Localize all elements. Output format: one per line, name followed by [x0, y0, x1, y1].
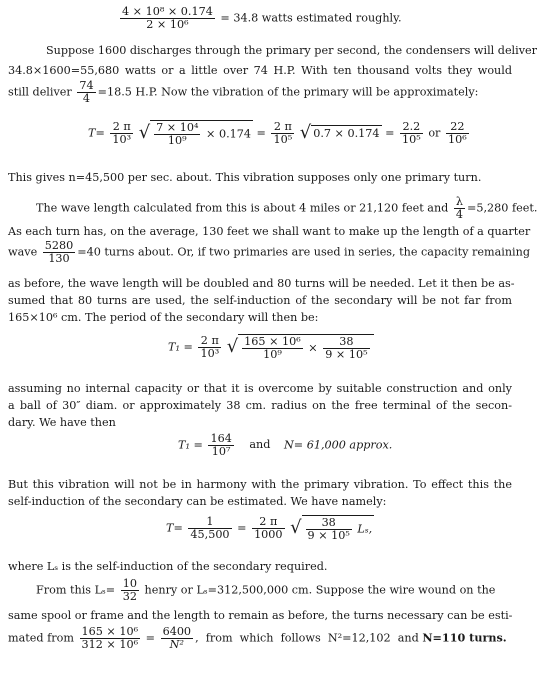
paragraph-text: still deliver $\frac{74}{4}$ =18.5 H.P. Now the vibration of the primary will be approximately: — [8, 79, 479, 105]
paragraph-text: The wave length calculated from this is about 4 miles or 21,120 feet and $\frac{\lambda}{4}$ =5,280 feet. — [36, 195, 537, 221]
paragraph-text: same spool or frame and the length to remain as before, the turns necessary can be esti- — [8, 609, 513, 622]
sqrt-symbol: √ $\frac{\text{165 × 10⁶}}{\text{10⁹}}$ × $\frac{38}{\text{9 × 10⁵}}$ — [227, 334, 374, 361]
paragraph-text: 34.8×1600=55,680 watts or a little over 74 H.P. With ten thousand volts they would — [8, 64, 512, 77]
paragraph-text: sumed that 80 turns are used, the self-induction of the secondary will be not far from — [8, 294, 512, 307]
paragraph-text: assuming no internal capacity or that it is overcome by suitable construction and only — [8, 382, 512, 395]
paragraph-text: where Lₛ is the self-induction of the secondary required. — [8, 560, 328, 573]
inline-fraction: $\frac{74}{4}$ — [79, 79, 94, 105]
sqrt-symbol: √ 0.7 × 0.174 — [299, 121, 380, 143]
paragraph-text: as before, the wave length will be doubled and 80 turns will be needed. Let it then be as- — [8, 277, 515, 290]
paragraph-text: From this Lₛ= $\frac{10}{32}$ henry or Lₛ=312,500,000 cm. Suppose the wire wound on the — [36, 577, 496, 603]
equation-self-induction: T= $\frac{1}{45,500}$ = $\frac{2 \pi}{1000}$ √ $\frac{38}{\text{9 × 10⁵}}$ Lₛ, — [166, 515, 373, 542]
sqrt-symbol: √ $\frac{\text{7 × 10⁴}}{\text{10⁹}}$ × 0.174 — [138, 121, 251, 147]
result-turns: N=110 turns. — [422, 630, 507, 645]
paragraph-text: Suppose 1600 discharges through the primary per second, the condensers will deliver — [46, 44, 537, 57]
equation-period-result: T₁ = $\frac{164}{\text{10⁷}}$ and N= 61,000 approx. — [178, 432, 393, 458]
paragraph-text: a ball of 30″ diam. or approximately 38 cm. radius on the free terminal of the secon- — [8, 399, 512, 412]
equation-primary-period: T= $\frac{2 \pi}{\text{10³}}$ √ $\frac{\text{7 × 10⁴}}{\text{10⁹}}$ × 0.174 = $\frac{2 \pi}{\text{10⁵}}$ √ 0.7 × 0.174 = $\frac{2.2}{\text{10⁵}}$ or $\frac{22}{\text{10⁶}}$ — [88, 120, 467, 147]
paragraph-text: This gives n=45,500 per sec. about. This vibration supposes only one primary turn. — [8, 171, 482, 184]
paragraph-text: mated from $\frac{\text{165 × 10⁶}}{\text{312 × 10⁶}}$ = $\frac{6400}{\text{N²}}$ , from which follows N²=12,102 and N=110 turns. — [8, 625, 507, 651]
equation-secondary-period: T₁ = $\frac{2 \pi}{\text{10³}}$ √ $\frac{\text{165 × 10⁶}}{\text{10⁹}}$ × $\frac{38}{\text{9 × 10⁵}}$ — [168, 334, 374, 361]
paragraph-text: 165×10⁶ cm. The period of the secondary will then be: — [8, 311, 319, 324]
paragraph-text: self-induction of the secondary can be estimated. We have namely: — [8, 495, 387, 508]
power-estimate-line: $\frac{\text{4 × 10⁸ × 0.174}}{\text{2 × 10⁶}}$ = 34.8 watts estimated roughly. — [122, 5, 402, 31]
paragraph-text: wave $\frac{5280}{130}$ =40 turns about. Or, if two primaries are used in series, the capacity remaining — [8, 239, 530, 265]
sqrt-symbol: √ $\frac{38}{\text{9 × 10⁵}}$ Lₛ, — [290, 516, 373, 542]
power-fraction: $\frac{\text{4 × 10⁸ × 0.174}}{\text{2 × 10⁶}}$ — [122, 5, 213, 31]
paragraph-text: dary. We have then — [8, 416, 116, 429]
paragraph-text: But this vibration will not be in harmony with the primary vibration. To effect this the — [8, 478, 512, 491]
paragraph-text: As each turn has, on the average, 130 feet we shall want to make up the length of a quarter — [8, 225, 531, 238]
